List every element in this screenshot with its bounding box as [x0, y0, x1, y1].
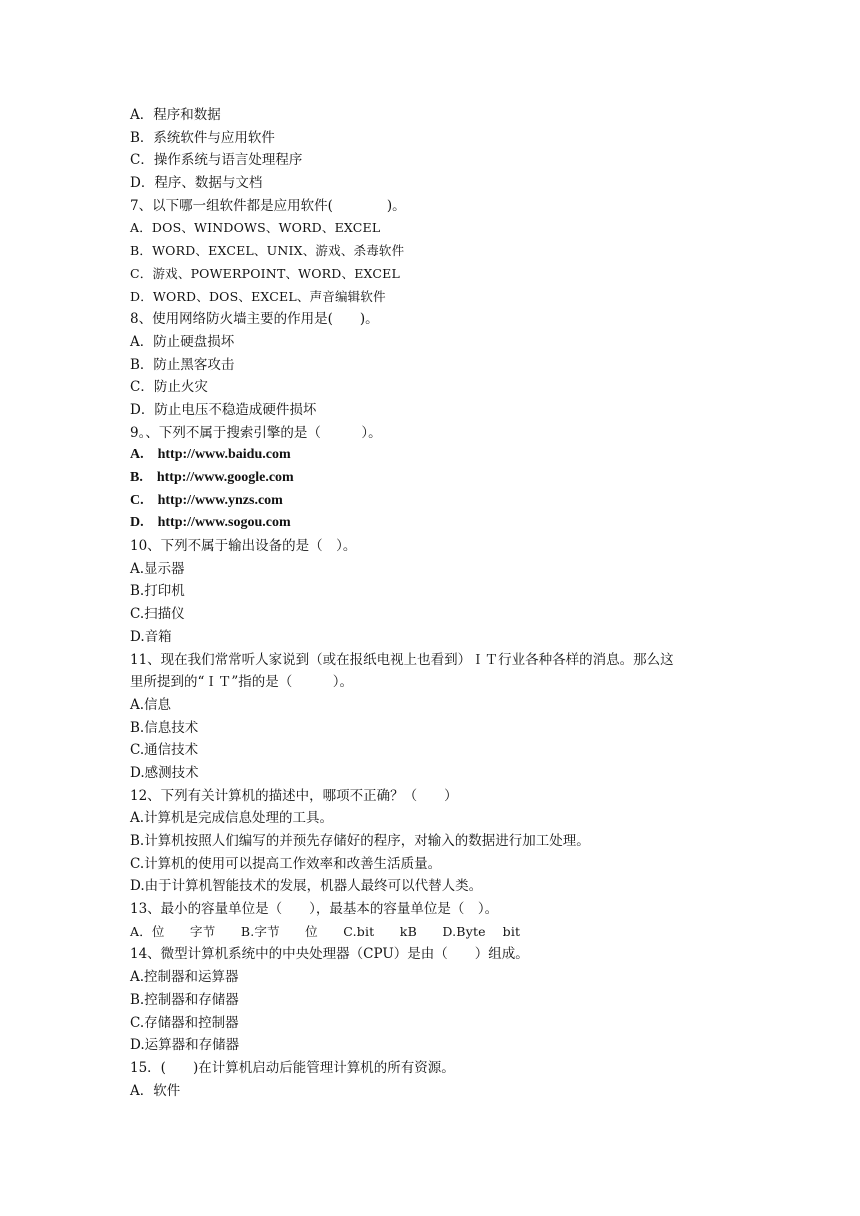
option-b: B．防止黑客攻击 [130, 356, 235, 373]
question-9: 9。、下列不属于搜索引擎的是（ ）。 [130, 424, 382, 441]
option-a: A.显示器 [130, 560, 185, 577]
option-c: C．防止火灾 [130, 379, 208, 396]
option-a: A．DOS、WINDOWS、WORD、EXCEL [130, 220, 381, 236]
option-d: D.运算器和存储器 [130, 1037, 240, 1054]
option-c: C．游戏、POWERPOINT、WORD、EXCEL [130, 265, 401, 281]
question-15: 15．( )在计算机启动后能管理计算机的所有资源。 [130, 1059, 455, 1076]
question-12: 12、下列有关计算机的描述中，哪项不正确？（ ） [130, 787, 458, 804]
option-c: C. http://www.ynzs.com [130, 492, 283, 508]
option-c: C.存储器和控制器 [130, 1014, 239, 1031]
option-b: B．WORD、EXCEL、UNIX、游戏、杀毒软件 [130, 243, 405, 259]
option-b: B.打印机 [130, 583, 185, 600]
option-a: A.计算机是完成信息处理的工具。 [130, 810, 334, 827]
question-8: 8、使用网络防火墙主要的作用是( )。 [130, 311, 379, 328]
option-c: C.计算机的使用可以提高工作效率和改善生活质量。 [130, 855, 442, 872]
option-c: C.扫描仪 [130, 606, 185, 623]
option-a: A.控制器和运算器 [130, 969, 239, 986]
question-14: 14、微型计算机系统中的中央处理器（CPU）是由（ ）组成。 [130, 946, 529, 963]
option-b: B.控制器和存储器 [130, 991, 239, 1008]
option-d: D．防止电压不稳造成硬件损坏 [130, 401, 317, 418]
option-d: D.音箱 [130, 628, 172, 645]
question-11-continued: 里所提到的“ＩＴ”指的是（ ）。 [130, 674, 354, 691]
option-c: C．操作系统与语言处理程序 [130, 152, 303, 169]
question-13-options: A．位 字节 B.字节 位 C.bit kB D.Byte bit [130, 923, 521, 939]
option-d: D.由于计算机智能技术的发展，机器人最终可以代替人类。 [130, 878, 483, 895]
option-b: B．系统软件与应用软件 [130, 129, 275, 146]
option-b: B. http://www.google.com [130, 470, 294, 485]
option-b: B.计算机按照人们编写的并预先存储好的程序，对输入的数据进行加工处理。 [130, 833, 590, 849]
question-7: 7、以下哪一组软件都是应用软件( )。 [130, 197, 406, 214]
question-13: 13、最小的容量单位是（ ），最基本的容量单位是（ ）。 [130, 901, 499, 918]
option-a: A.信息 [130, 696, 172, 713]
question-list [130, 104, 740, 1102]
option-c: C.通信技术 [130, 742, 199, 759]
option-d: D．程序、数据与文档 [130, 175, 263, 192]
option-d: D．WORD、DOS、EXCEL、声音编辑软件 [130, 288, 386, 304]
question-11: 11、现在我们常常听人家说到（或在报纸电视上也看到）ＩＴ行业各种各样的消息。那么这 [130, 651, 674, 668]
option-d: D.感测技术 [130, 764, 199, 781]
option-a: A．软件 [130, 1082, 181, 1099]
option-d: D. http://www.sogou.com [130, 515, 291, 531]
option-a: A. http://www.baidu.com [130, 447, 291, 463]
option-b: B.信息技术 [130, 719, 199, 736]
option-a: A．防止硬盘损坏 [130, 333, 235, 350]
option-a: A．程序和数据 [130, 107, 221, 123]
question-10: 10、下列不属于输出设备的是（ ）。 [130, 538, 357, 555]
